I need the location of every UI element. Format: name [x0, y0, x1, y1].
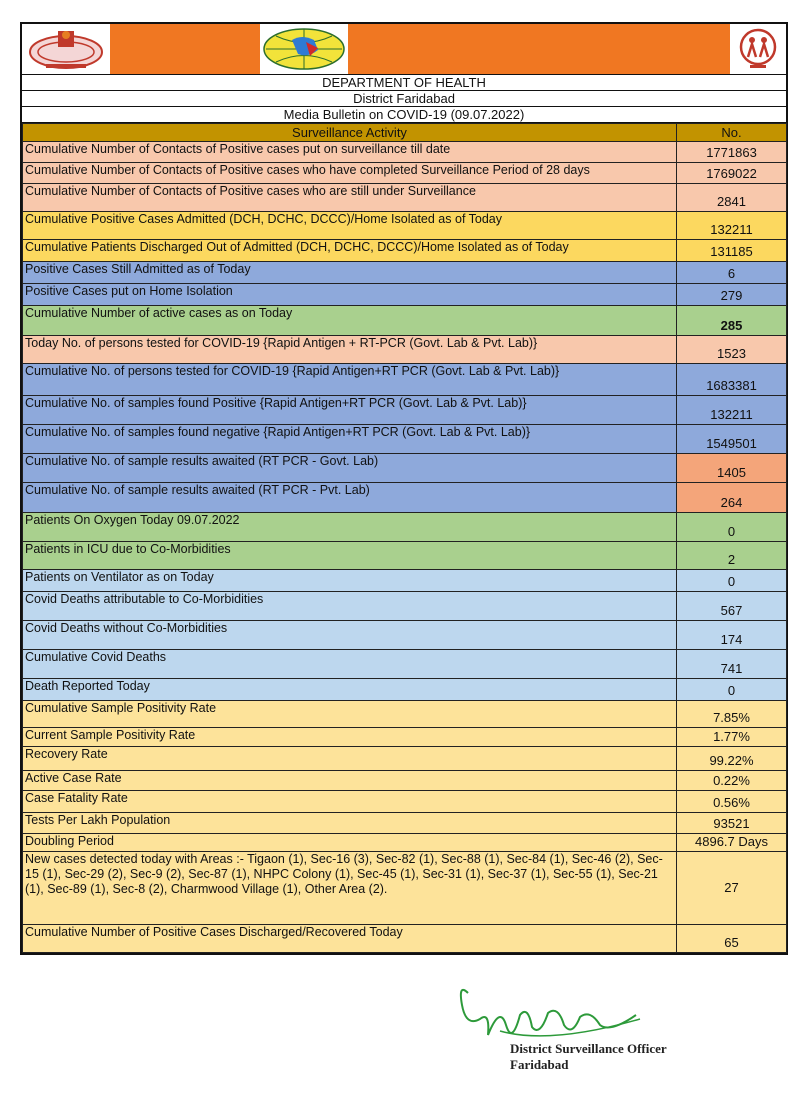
row-label: Today No. of persons tested for COVID-19 {Rapid Antigen + RT-PCR (Govt. Lab & Pvt. Lab)}: [23, 336, 677, 364]
row-value: 99.22%: [677, 747, 787, 771]
row-value: 4896.7 Days: [677, 834, 787, 852]
table-row: [23, 747, 787, 771]
row-value: 132211: [677, 396, 787, 425]
row-label: Positive Cases put on Home Isolation: [23, 284, 677, 306]
row-value: 264: [677, 483, 787, 513]
district-title: [22, 91, 786, 107]
table-row: [23, 454, 787, 483]
table-row: [23, 834, 787, 852]
table-row: [23, 852, 787, 925]
surveillance-table: [22, 123, 787, 953]
row-label: New cases detected today with Areas :- Tigaon (1), Sec-16 (3), Sec-82 (1), Sec-88 (1), Sec-84 (1), Sec-46 (2), Sec-15 (1), Sec-29 (2), Sec-9 (2), Sec-87 (1), NHPC Colony (1), Sec-45 (1), Sec-31 (1), Sec-37 (1), Sec-55 (1), Sec-21 (1), Sec-89 (1), Sec-8 (2), Charmwood Village (1), Other Area (2).: [23, 852, 677, 925]
row-label: Cumulative No. of samples found Positive {Rapid Antigen+RT PCR (Govt. Lab & Pvt. Lab)}: [23, 396, 677, 425]
haryana-emblem: [22, 24, 110, 74]
department-title: [22, 75, 786, 91]
row-label: Cumulative Sample Positivity Rate: [23, 701, 677, 728]
table-row: [23, 163, 787, 184]
row-value: 0: [677, 570, 787, 592]
row-value: 7.85%: [677, 701, 787, 728]
row-value: 1771863: [677, 142, 787, 163]
row-label: Cumulative Positive Cases Admitted (DCH, DCHC, DCCC)/Home Isolated as of Today: [23, 212, 677, 240]
row-value: 567: [677, 592, 787, 621]
table-row: [23, 791, 787, 813]
row-value: 0.22%: [677, 771, 787, 791]
row-label: Cumulative Number of Contacts of Positive cases who have completed Surveillance Period of 28 days: [23, 163, 677, 184]
row-label: Current Sample Positivity Rate: [23, 728, 677, 747]
row-value: 131185: [677, 240, 787, 262]
table-row: [23, 542, 787, 570]
row-label: Tests Per Lakh Population: [23, 813, 677, 834]
row-label: Positive Cases Still Admitted as of Today: [23, 262, 677, 284]
row-value: 741: [677, 650, 787, 679]
row-value: 174: [677, 621, 787, 650]
row-label: Covid Deaths without Co-Morbidities: [23, 621, 677, 650]
signature-title: District Surveillance Officer: [510, 1041, 667, 1056]
signature-place: Faridabad: [510, 1057, 569, 1072]
row-value: 0: [677, 679, 787, 701]
banner-orange-left: [110, 24, 260, 74]
table-row: [23, 679, 787, 701]
table-row: [23, 813, 787, 834]
row-label: Patients in ICU due to Co-Morbidities: [23, 542, 677, 570]
district-title-text: District Faridabad: [353, 91, 455, 106]
table-row: [23, 396, 787, 425]
row-value: 1549501: [677, 425, 787, 454]
row-value: 0: [677, 513, 787, 542]
table-row: [23, 240, 787, 262]
row-label: Cumulative Number of active cases as on Today: [23, 306, 677, 336]
table-row: [23, 284, 787, 306]
table-header-row: [23, 124, 787, 142]
table-row: [23, 771, 787, 791]
table-row: [23, 336, 787, 364]
row-label: Cumulative No. of persons tested for COVID-19 {Rapid Antigen+RT PCR (Govt. Lab & Pvt. Lab)}: [23, 364, 677, 396]
col-activity-header: Surveillance Activity: [23, 124, 677, 142]
row-value: 279: [677, 284, 787, 306]
row-value: 2841: [677, 184, 787, 212]
family-emblem-icon: [738, 27, 778, 71]
row-value: 0.56%: [677, 791, 787, 813]
row-value: 1683381: [677, 364, 787, 396]
table-row: [23, 650, 787, 679]
table-row: [23, 184, 787, 212]
table-row: [23, 701, 787, 728]
row-label: Covid Deaths attributable to Co-Morbidities: [23, 592, 677, 621]
row-label: Cumulative No. of sample results awaited (RT PCR - Pvt. Lab): [23, 483, 677, 513]
national-health-logo: [260, 24, 348, 74]
row-value: 1.77%: [677, 728, 787, 747]
row-value: 132211: [677, 212, 787, 240]
row-value: 93521: [677, 813, 787, 834]
table-row: [23, 483, 787, 513]
row-label: Cumulative Patients Discharged Out of Admitted (DCH, DCHC, DCCC)/Home Isolated as of Today: [23, 240, 677, 262]
row-value: 65: [677, 925, 787, 953]
table-row: [23, 425, 787, 454]
row-label: Case Fatality Rate: [23, 791, 677, 813]
table-row: [23, 212, 787, 240]
table-row: [23, 925, 787, 953]
row-value: 2: [677, 542, 787, 570]
table-row: [23, 570, 787, 592]
row-label: Patients on Ventilator as on Today: [23, 570, 677, 592]
table-row: [23, 513, 787, 542]
row-label: Death Reported Today: [23, 679, 677, 701]
row-label: Active Case Rate: [23, 771, 677, 791]
row-label: Cumulative Number of Contacts of Positive cases who are still under Surveillance: [23, 184, 677, 212]
row-value: 6: [677, 262, 787, 284]
row-label: Cumulative Number of Positive Cases Discharged/Recovered Today: [23, 925, 677, 953]
table-row: [23, 728, 787, 747]
row-label: Patients On Oxygen Today 09.07.2022: [23, 513, 677, 542]
haryana-emblem-icon: [26, 26, 106, 72]
table-row: [23, 621, 787, 650]
row-label: Doubling Period: [23, 834, 677, 852]
table-row: [23, 306, 787, 336]
row-label: Cumulative No. of sample results awaited (RT PCR - Govt. Lab): [23, 454, 677, 483]
table-row: [23, 592, 787, 621]
row-value: 1769022: [677, 163, 787, 184]
family-welfare-logo: [730, 24, 786, 74]
row-label: Recovery Rate: [23, 747, 677, 771]
table-row: [23, 364, 787, 396]
row-value: 1523: [677, 336, 787, 364]
row-value: 27: [677, 852, 787, 925]
table-row: [23, 262, 787, 284]
row-value: 285: [677, 306, 787, 336]
bulletin-title-text: Media Bulletin on COVID-19 (09.07.2022): [283, 107, 525, 122]
table-row: [23, 142, 787, 163]
bulletin-sheet: [20, 22, 788, 955]
bulletin-title: [22, 107, 786, 123]
banner-orange-right: [348, 24, 730, 74]
row-label: Cumulative Covid Deaths: [23, 650, 677, 679]
globe-map-icon: [262, 26, 346, 72]
col-no-header: No.: [677, 124, 787, 142]
row-label: Cumulative Number of Contacts of Positive cases put on surveillance till date: [23, 142, 677, 163]
header-banner: [22, 24, 786, 75]
signature-block: [440, 975, 740, 1085]
row-label: Cumulative No. of samples found negative {Rapid Antigen+RT PCR (Govt. Lab & Pvt. Lab)}: [23, 425, 677, 454]
department-title-text: DEPARTMENT OF HEALTH: [322, 75, 486, 90]
row-value: 1405: [677, 454, 787, 483]
